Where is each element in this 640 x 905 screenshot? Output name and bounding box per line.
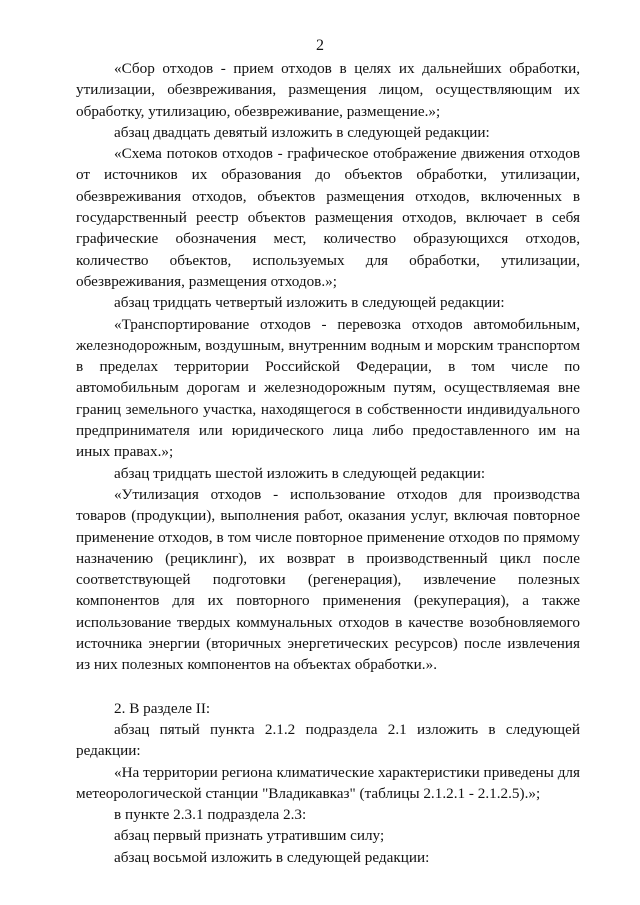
paragraph: абзац тридцать шестой изложить в следующей редакции:	[114, 464, 486, 482]
paragraph: в пункте 2.3.1 подраздела 2.3:	[114, 806, 307, 824]
paragraph: абзац первый признать утратившим силу;	[114, 827, 385, 845]
paragraph: абзац пятый пункта 2.1.2 подраздела 2.1 изложить в следующей редакции:	[76, 720, 580, 760]
section-gap	[76, 676, 580, 698]
paragraph: абзац тридцать четвертый изложить в следующей редакции:	[114, 294, 505, 312]
paragraph: «На территории региона климатические характеристики приведены для метеорологической станции "Владикавказ" (таблицы 2.1.2.1 - 2.1.2.5).»;	[76, 763, 580, 802]
paragraph: «Схема потоков отходов - графическое отображение движения отходов от источников их образования до объектов обработки, утилизации, обезвреживания отходов, объектов размещения отходов, включенных в государственный реестр объектов размещения отходов, включает в себя графические обозначения мест, количество образующихся отходов, количество объектов, используемых для обработки, утилизации, обезвреживания, размещения отходов.»;	[76, 145, 580, 290]
paragraph: абзац восьмой изложить в следующей редакции:	[114, 848, 430, 866]
paragraph: «Транспортирование отходов - перевозка отходов автомобильным, железнодорожным, воздушным, внутренним водным и морским транспортом в пределах территории Российской Федерации, в том числе по автомобильным дорогам и железнодорожным путям, осуществляемая вне границ земельного участка, находящегося в собственности индивидуального предпринимателя или юридического лица либо предоставленного им на иных правах.»;	[76, 315, 580, 461]
section-heading: 2. В разделе II:	[114, 699, 211, 717]
document-body	[76, 58, 580, 868]
paragraph: абзац двадцать девятый изложить в следующей редакции:	[114, 123, 490, 141]
paragraph: «Сбор отходов - прием отходов в целях их дальнейших обработки, утилизации, обезвреживания, размещения лицом, осуществляющим их обработку, утилизацию, обезвреживание, размещение.»;	[76, 60, 580, 120]
paragraph: «Утилизация отходов - использование отходов для производства товаров (продукции), выполнения работ, оказания услуг, включая повторное применение отходов, в том числе повторное применение отходов по прямому назначению (рециклинг), их возврат в производственный цикл после соответствующей подготовки (регенерация), извлечение полезных компонентов для их повторного применения (рекуперация), а также использование твердых коммунальных отходов в качестве возобновляемого источника энергии (вторичных энергетических ресурсов) после извлечения из них полезных компонентов на объектах обработки.».	[76, 485, 580, 674]
page-number: 2	[316, 37, 324, 54]
